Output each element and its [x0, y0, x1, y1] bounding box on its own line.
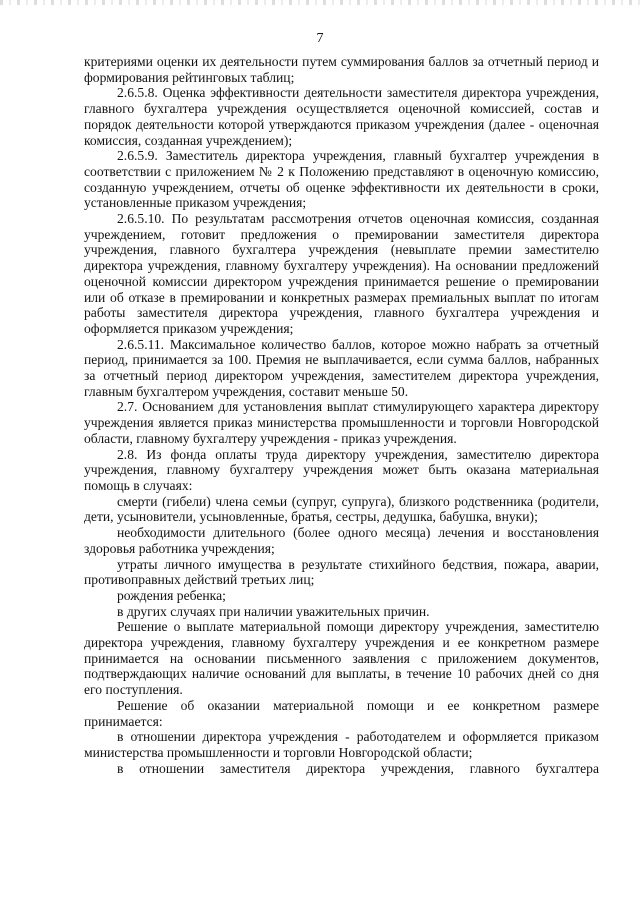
paragraph: 2.7. Основанием для установления выплат стимулирующего характера директору учреждения является приказ министерства промышленности и торговли Новгородской области, главному бухгалтеру учреждения - приказ учреждения. [84, 399, 599, 446]
paragraph: 2.8. Из фонда оплаты труда директору учреждения, заместителю директора учреждения, главному бухгалтеру учреждения может быть оказана материальная помощь в случаях: [84, 446, 599, 493]
list-item: в других случаях при наличии уважительных причин. [117, 603, 430, 619]
list-item: в отношении директора учреждения - работодателем и оформляется приказом министерства промышленности и торговли Новгородской области; [84, 729, 599, 760]
list-item: необходимости длительного (более одного месяца) лечения и восстановления здоровья работника учреждения; [84, 525, 599, 556]
list-item: утраты личного имущества в результате стихийного бедствия, пожара, аварии, противоправных действий третьих лиц; [84, 556, 599, 588]
paragraph: Решение о выплате материальной помощи директору учреждения, заместителю директора учреждения, главному бухгалтеру учреждения и ее конкретном размере принимается на основании письменного заявления с приложением документов, подтверждающих наличие оснований для выплаты, в течение 10 рабочих дней со дня его поступления. [84, 619, 599, 698]
paragraph: критериями оценки их деятельности путем суммирования баллов за отчетный период и формирования рейтинговых таблиц; [84, 54, 599, 85]
scan-edge-artifact [0, 0, 640, 5]
page-number: 7 [316, 31, 324, 46]
list-item: смерти (гибели) члена семьи (супруг, супруга), близкого родственника (родители, дети, усыновители, усыновленные, братья, сестры, дедушка, бабушка, внуки); [84, 493, 599, 525]
paragraph: 2.6.5.9. Заместитель директора учреждения, главный бухгалтер учреждения в соответствии с приложением № 2 к Положению представляют в оценочную комиссию, созданную учреждением, отчеты об оценке эффективности их деятельности в сроки, установленные приказом учреждения; [84, 148, 599, 211]
paragraph: 2.6.5.8. Оценка эффективности деятельности заместителя директора учреждения, главного бухгалтера учреждения осуществляется оценочной комиссией, состав и порядок деятельности которой утверждаются приказом учреждения (далее - оценочная комиссия, созданная учреждением); [84, 85, 599, 148]
list-item: в отношении заместителя директора учреждения, главного бухгалтера [117, 760, 599, 776]
paragraph: Решение об оказании материальной помощи и ее конкретном размере принимается: [84, 697, 599, 729]
paragraph: 2.6.5.10. По результатам рассмотрения отчетов оценочная комиссия, созданная учреждением, готовит предложения о премировании заместителя директора учреждения, главного бухгалтера учреждения (невыплате премии заместителю директора учреждения, главному бухгалтеру учреждения). На основании предложений оценочной комиссии директором учреждения принимается решение о премировании или об отказе в премировании и конкретных размерах премиальных выплат по итогам работы заместителя директора учреждения, главного бухгалтера учреждения и оформляется приказом учреждения; [84, 211, 599, 336]
document-body [84, 54, 599, 776]
list-item: рождения ребенка; [117, 587, 226, 603]
paragraph: 2.6.5.11. Максимальное количество баллов, которое можно набрать за отчетный период, принимается за 100. Премия не выплачивается, если сумма баллов, набранных за отчетный период директором учреждения, заместителем директора учреждения, главным бухгалтером учреждения, составит меньше 50. [84, 336, 599, 399]
